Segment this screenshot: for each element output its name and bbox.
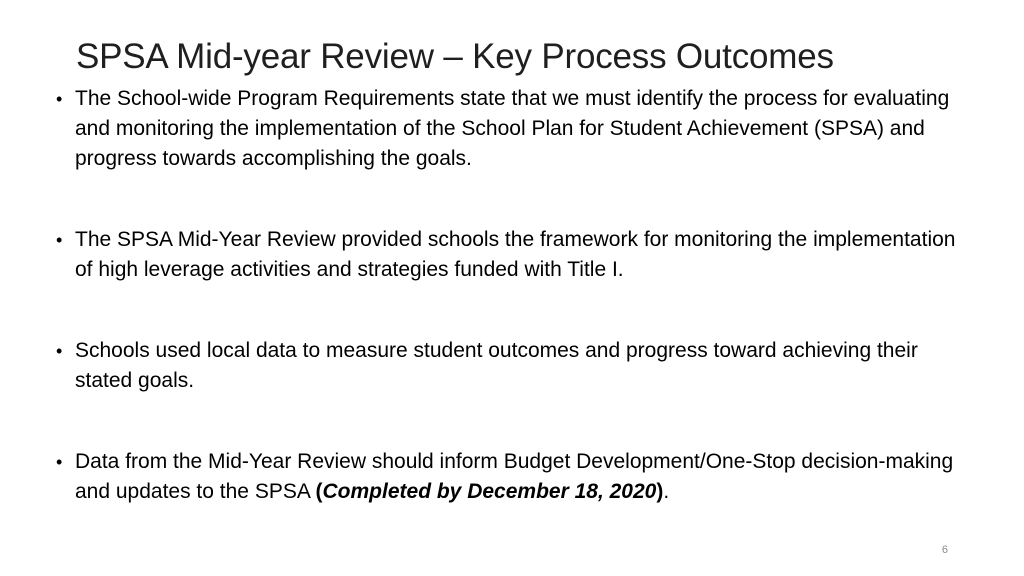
bullet-icon: • — [56, 89, 63, 109]
close-paren: ) — [656, 480, 664, 503]
bullet-list — [56, 84, 968, 507]
open-paren: ( — [315, 480, 323, 503]
bullet-text: The School-wide Program Requirements state that we must identify the process for evaluating and monitoring the implementation of the School Plan for Student Achievement (SPSA) and progress towards accomplishing the goals. — [75, 87, 950, 170]
page-number: 6 — [941, 544, 948, 556]
slide-title: SPSA Mid-year Review – Key Process Outcomes — [76, 37, 834, 77]
bullet-icon: • — [56, 341, 63, 361]
bullet-item-4 — [56, 447, 968, 507]
sentence-end: . — [663, 480, 670, 503]
bullet-text: Schools used local data to measure student outcomes and progress toward achieving their stated goals. — [75, 339, 918, 392]
bullet-item-2 — [56, 225, 968, 285]
bullet-item-3 — [56, 336, 968, 396]
completion-date: Completed by December 18, 2020 — [322, 480, 657, 503]
bullet-icon: • — [56, 230, 63, 250]
bullet-text: Data from the Mid-Year Review should inform Budget Development/One-Stop decision-making and updates to the SPSA — [75, 450, 954, 503]
bullet-text: The SPSA Mid-Year Review provided schools the framework for monitoring the implementation of high leverage activities and strategies funded with Title I. — [75, 228, 956, 281]
bullet-icon: • — [56, 452, 63, 472]
bullet-item-1 — [56, 84, 968, 174]
